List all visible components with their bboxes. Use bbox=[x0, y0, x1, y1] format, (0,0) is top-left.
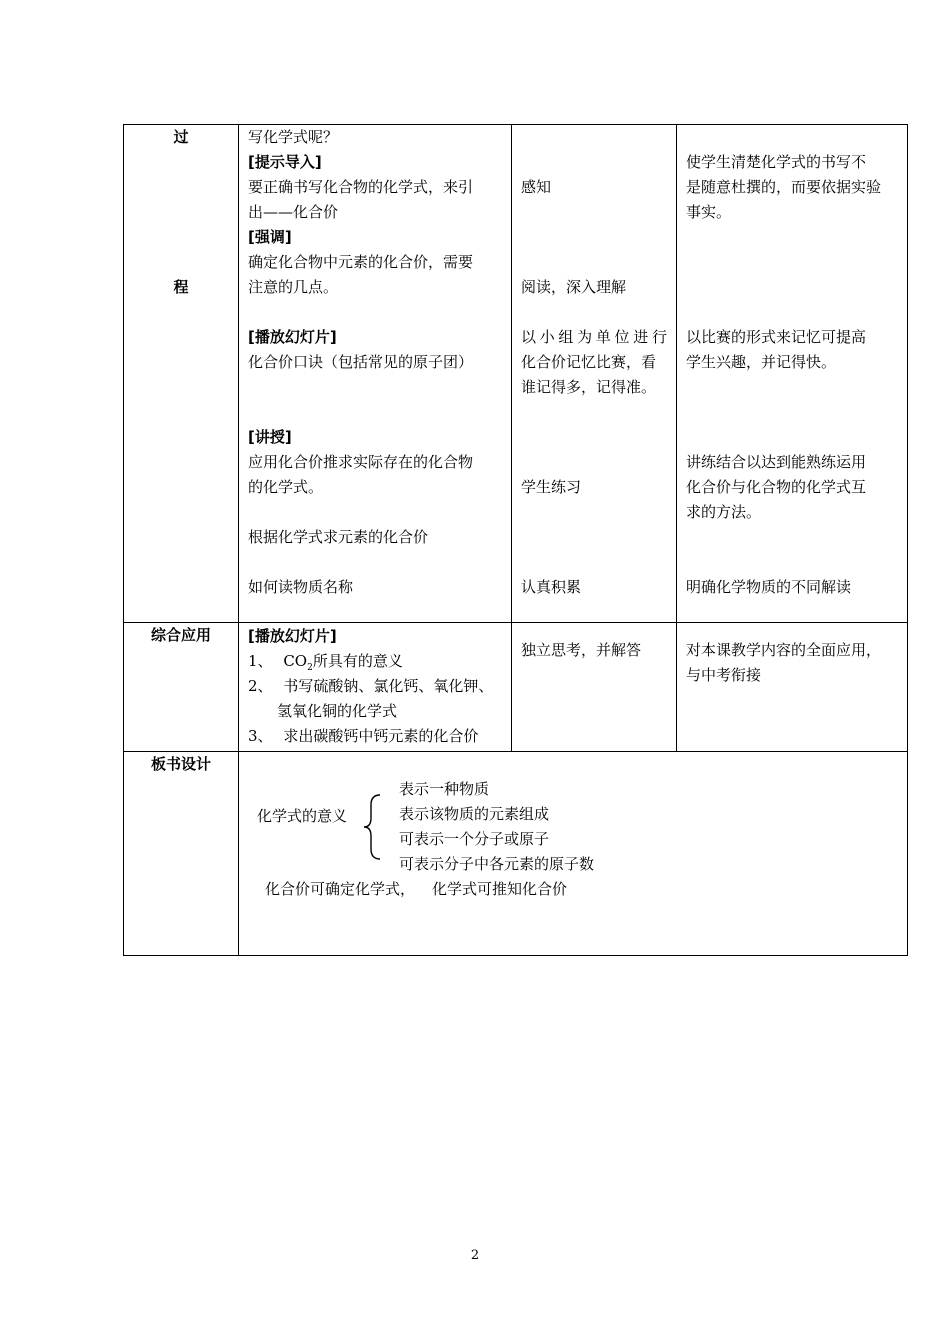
section-heading: [播放幻灯片] bbox=[248, 627, 337, 645]
application-student-cell bbox=[512, 623, 677, 752]
process-intent-cell bbox=[677, 125, 908, 623]
process-label-bottom: 程 bbox=[173, 278, 189, 296]
intent-line: 使学生清楚化学式的书写不 bbox=[686, 153, 867, 171]
teacher-line: 出——化合价 bbox=[248, 203, 339, 221]
intent-line: 学生兴趣，并记得快。 bbox=[686, 353, 837, 371]
student-activity: 化合价记忆比赛，看 bbox=[521, 353, 657, 371]
student-activity: 独立思考，并解答 bbox=[521, 641, 642, 659]
teacher-line: 根据化学式求元素的化合价 bbox=[248, 528, 429, 546]
student-activity: 阅读，深入理解 bbox=[521, 278, 627, 296]
board-design-cell bbox=[239, 752, 908, 956]
process-label-cell bbox=[124, 125, 239, 623]
lesson-plan-table bbox=[123, 124, 908, 956]
list-item: 2、 书写硫酸钠、氯化钙、氧化钾、 bbox=[248, 677, 494, 695]
student-activity: 学生练习 bbox=[521, 478, 582, 496]
intent-line: 化合价与化合物的化学式互 bbox=[686, 478, 867, 496]
teacher-line: 如何读物质名称 bbox=[248, 578, 354, 596]
board-meaning: 可表示分子中各元素的原子数 bbox=[399, 855, 595, 873]
teacher-line: 写化学式呢？ bbox=[248, 128, 339, 146]
board-row bbox=[124, 752, 908, 956]
page-number: 2 bbox=[470, 1248, 480, 1263]
intent-line: 求的方法。 bbox=[686, 503, 762, 521]
application-intent-cell bbox=[677, 623, 908, 752]
student-activity: 以小组为单位进行 bbox=[521, 328, 667, 346]
intent-line: 以比赛的形式来记忆可提高 bbox=[686, 328, 867, 346]
teacher-line: 注意的几点。 bbox=[248, 278, 339, 296]
intent-line: 讲练结合以达到能熟练运用 bbox=[686, 453, 867, 471]
teacher-line: 确定化合物中元素的化合价，需要 bbox=[248, 253, 474, 271]
list-item: 1、 $CO_2$所具有的意义 bbox=[248, 652, 403, 673]
board-meaning: 表示该物质的元素组成 bbox=[399, 805, 550, 823]
process-student-cell bbox=[512, 125, 677, 623]
list-item-continuation: 氢氧化铜的化学式 bbox=[277, 702, 398, 720]
board-meaning: 可表示一个分子或原子 bbox=[399, 830, 550, 848]
teacher-line: 的化学式。 bbox=[248, 478, 324, 496]
application-label: 综合应用 bbox=[124, 623, 239, 752]
board-label: 板书设计 bbox=[124, 752, 239, 956]
process-label-top: 过 bbox=[173, 128, 189, 146]
intent-line: 与中考衔接 bbox=[686, 666, 762, 684]
intent-line: 明确化学物质的不同解读 bbox=[686, 578, 852, 596]
student-activity: 感知 bbox=[521, 178, 552, 196]
section-heading: [提示导入] bbox=[248, 153, 322, 171]
teacher-line: 要正确书写化合物的化学式，来引 bbox=[248, 178, 474, 196]
process-row bbox=[124, 125, 908, 623]
student-activity: 认真积累 bbox=[521, 578, 582, 596]
intent-line: 对本课教学内容的全面应用， bbox=[686, 641, 882, 659]
board-summary: 化合价可确定化学式， 化学式可推知化合价 bbox=[265, 880, 568, 898]
section-heading: [播放幻灯片] bbox=[248, 328, 337, 346]
list-item: 3、 求出碳酸钙中钙元素的化合价 bbox=[248, 727, 479, 745]
board-title: 化学式的意义 bbox=[257, 807, 348, 825]
intent-line: 是随意杜撰的，而要依据实验 bbox=[686, 178, 882, 196]
teacher-line: 化合价口诀（包括常见的原子团） bbox=[248, 353, 474, 371]
application-row bbox=[124, 623, 908, 752]
board-meaning: 表示一种物质 bbox=[399, 780, 490, 798]
section-heading: [讲授] bbox=[248, 428, 292, 446]
process-teacher-cell bbox=[239, 125, 512, 623]
section-heading: [强调] bbox=[248, 228, 292, 246]
intent-line: 事实。 bbox=[686, 203, 732, 221]
brace-icon bbox=[363, 793, 383, 861]
application-teacher-cell bbox=[239, 623, 512, 752]
student-activity: 谁记得多，记得准。 bbox=[521, 378, 657, 396]
teacher-line: 应用化合价推求实际存在的化合物 bbox=[248, 453, 474, 471]
board-design bbox=[239, 752, 907, 954]
